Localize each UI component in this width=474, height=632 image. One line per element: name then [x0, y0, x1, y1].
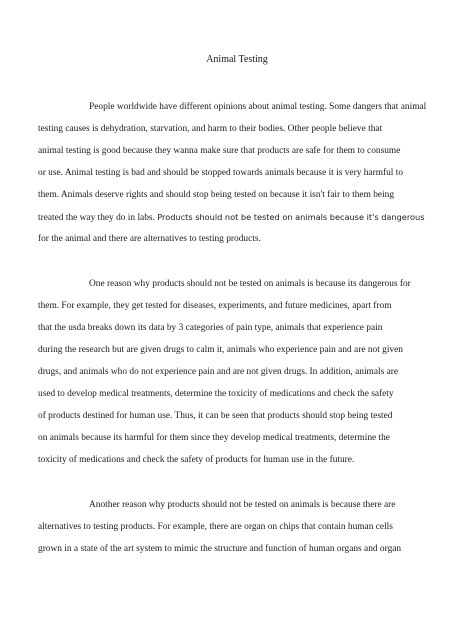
- p2-line-8: on animals because its harmful for them since they develop medical treatments, determine the: [38, 433, 390, 443]
- p3-line-2: alternatives to testing products. For example, there are organ on chips that contain human cells: [38, 522, 393, 532]
- p2-line-1: One reason why products should not be tested on animals is because its dangerous for: [89, 279, 411, 289]
- p1-line-3: animal testing is good because they wanna make sure that products are safe for them to consume: [38, 146, 401, 156]
- p2-line-4: during the research but are given drugs to calm it, animals who experience pain and are not given: [38, 345, 403, 355]
- p1-line-2: testing causes is dehydration, starvation, and harm to their bodies. Other people believe that: [38, 124, 383, 134]
- p1-line-6: [38, 206, 438, 228]
- p1-line-1: People worldwide have different opinions about animal testing. Some dangers that animal: [89, 102, 427, 112]
- p1-line-4: or use. Animal testing is bad and should be stopped towards animals because it is very harmful to: [38, 168, 404, 178]
- p1-line-6-part-a: treated the way they do in labs.: [38, 213, 158, 223]
- document-title: Animal Testing: [206, 54, 268, 65]
- p2-line-9: toxicity of medications and check the safety of products for human use in the future.: [38, 455, 355, 465]
- p1-line-5: them. Animals deserve rights and should stop being tested on because it isn't fair to them being: [38, 190, 395, 200]
- p2-line-7: of products destined for human use. Thus, it can be seen that products should stop being tested: [38, 411, 393, 421]
- p1-line-6-part-b: Products should not be tested on animals because it's dangerous: [157, 212, 425, 222]
- p2-line-3: that the usda breaks down its data by 3 categories of pain type, animals that experience pain: [38, 323, 383, 333]
- p2-line-2: them. For example, they get tested for diseases, experiments, and future medicines, apart from: [38, 301, 392, 311]
- p3-line-1: Another reason why products should not be tested on animals is because there are: [89, 500, 396, 510]
- p1-line-7: for the animal and there are alternatives to testing products.: [38, 234, 261, 244]
- p2-line-6: used to develop medical treatments, determine the toxicity of medications and check the safety: [38, 389, 394, 399]
- p2-line-5: drugs, and animals who do not experience pain and are not given drugs. In addition, animals are: [38, 367, 399, 377]
- p3-line-3: grown in a state of the art system to mimic the structure and function of human organs and organ: [38, 544, 402, 554]
